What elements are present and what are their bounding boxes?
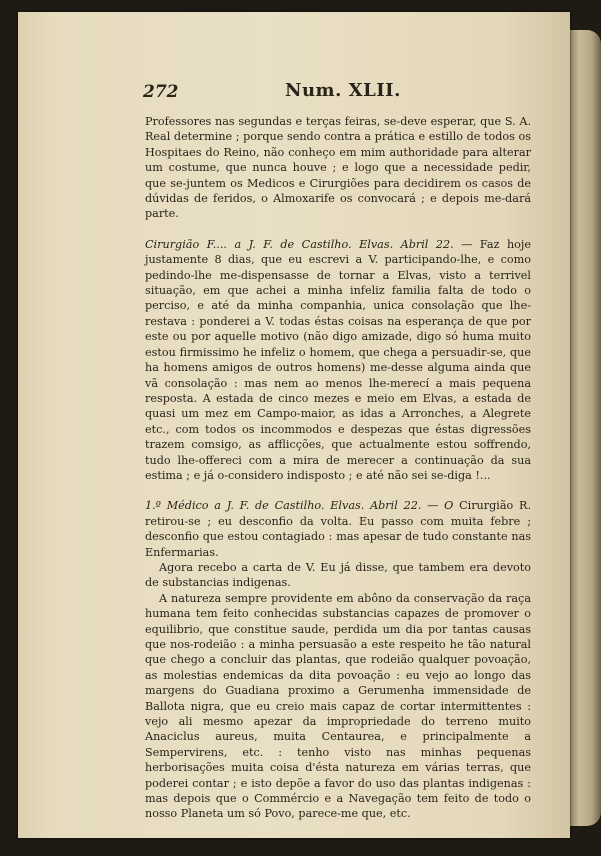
letter-1 bbox=[145, 237, 531, 484]
letter-heading-2: 1.º Médico a J. F. de Castilho. Elvas. Abril 22. — O bbox=[145, 499, 454, 513]
running-head bbox=[145, 80, 531, 106]
paragraph-4: Agora recebo a carta de V. Eu já disse, que tambem era devoto de substancias indigenas. bbox=[145, 560, 531, 590]
letter-2-body: Cirurgião R. retirou-se ; eu desconfio da volta. Eu passo com muita febre ; desconfio que estou contagiado : mas apesar de tudo constante nas Enfermarias. bbox=[145, 499, 531, 559]
book-page-edge bbox=[570, 30, 601, 826]
page-number: 272 bbox=[143, 82, 179, 102]
page-title: Num. XLII. bbox=[285, 80, 401, 101]
paragraph-5: A natureza sempre providente em abôno da conservação da raça humana tem feito conhecidas substancias capazes de promover o equilibrio, que constitue saude, perdida um dia por tantas causas que nos-rodeião : a minha persuasão a este respeito he tão natural que chego a concluir das plantas, que rodeião qualquer povoação, as molestias endemicas da dita povoação : eu vejo ao longo das margens do Guadiana proximo a Gerumenha immensidade de Ballota nigra, que eu creio mais capaz de cortar intermittentes : vejo ali mesmo apezar da impropriedade do terreno muito Anaciclus aureus, muita Centaurea, e principalmente a Sempervirens, etc. : tenho visto nas minhas pequenas herborisações muita coisa d'ésta natureza em várias terras, que poderei contar ; e isto depõe a favor do uso das plantas indigenas : mas depois que o Commércio e a Navegação tem feito de todo o nosso Planeta um só Povo, parece-me que, etc. bbox=[145, 591, 531, 821]
page-content bbox=[145, 80, 531, 822]
paragraph-1: Professores nas segundas e terças feiras, se-deve esperar, que S. A. Real determine ; porque sendo contra a prática e estillo de todos os Hospitaes do Reino, não conheço em mim authoridade para alterar um costume, que nunca houve ; e logo que a necessidade pedir, que se-juntem os Medicos e Cirurgiões para decidirem os casos de dúvidas de feridos, o Almoxarife os convocará ; e depois me-dará parte. bbox=[145, 115, 531, 221]
letter-2 bbox=[145, 498, 531, 560]
letter-1-body: Faz hoje justamente 8 dias, que eu escrevi a V. participando-lhe, e como pedindo-lhe me-dispensasse de tornar a Elvas, visto a terrivel situação, em que achei a minha infeliz familia falta de todo o perciso, e até da minha companhia, unica consolação que lhe-restava : ponderei a V. todas éstas coisas na esperança de que por este ou por aquelle motivo (não digo amizade, digo só huma muito estou firmissimo he infeliz o homem, que chega a persuadir-se, que ha homens amigos de outros homens) me-desse alguma ainda que vã consolação : mas nem ao menos lhe-merecí a mais pequena resposta. A estada de cinco mezes e meio em Elvas, a estada de quasi um mez em Campo-maior, as idas a Arronches, a Alegrete etc., com todos os incommodos e despezas que éstas digressões trazem comsigo, as afflicções, que actualmente estou soffrendo, tudo lhe-offereci com a mira de merecer a continuação da sua estima ; e já o-considero indisposto ; e até não sei se-diga !... bbox=[145, 237, 531, 482]
letter-heading-1: Cirurgião F.... a J. F. de Castilho. Elvas. Abril 22. — bbox=[145, 237, 473, 251]
